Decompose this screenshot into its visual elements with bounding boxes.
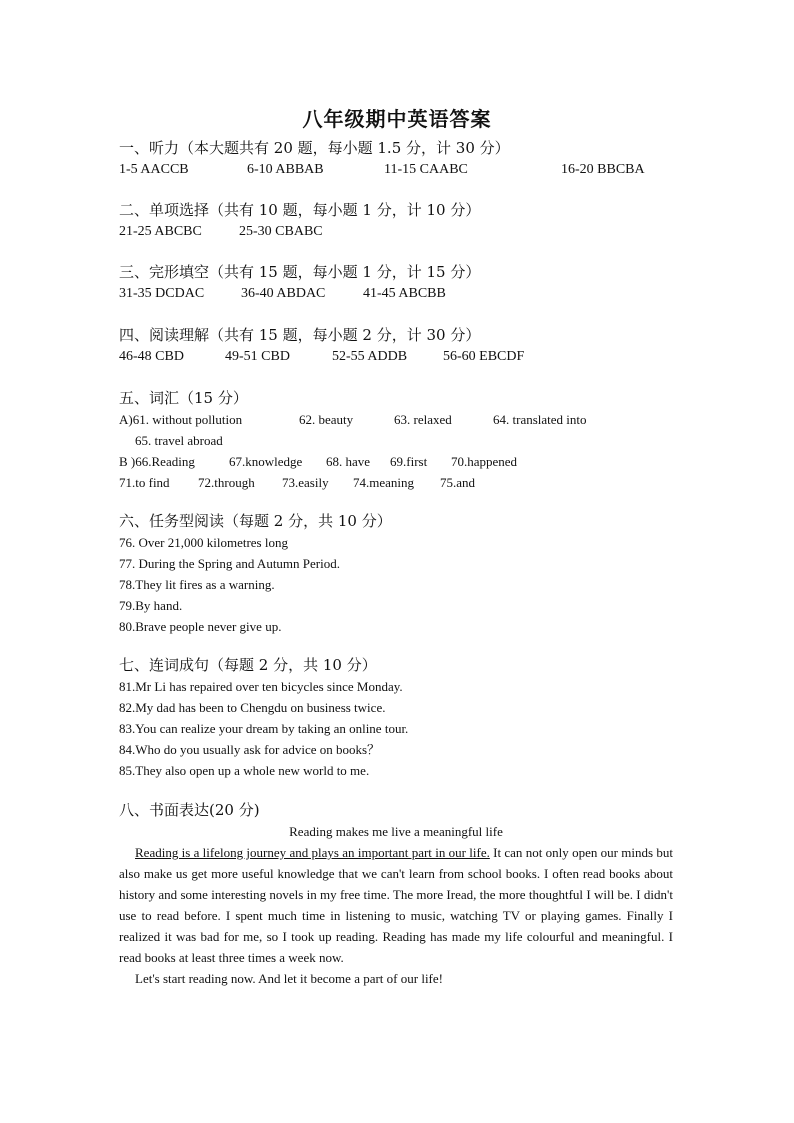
section-heading: 一、听力（本大题共有 20 题，每小题 1.5 分，计 30 分）	[119, 139, 510, 157]
essay-paragraph: Let's start reading now. And let it become a part of our life!	[135, 971, 443, 986]
section-listening	[119, 138, 679, 180]
answer-row	[119, 451, 679, 472]
answer-group: 16-20 BBCBA	[561, 162, 645, 177]
answer-item: B )66.Reading	[119, 454, 195, 469]
answer-line: 82.My dad has been to Chengdu on business twice.	[119, 700, 386, 715]
section-heading: 六、任务型阅读（每题 2 分，共 10 分）	[119, 512, 392, 530]
section-heading: 三、完形填空（共有 15 题，每小题 1 分，计 15 分）	[119, 263, 481, 281]
answer-item: 62. beauty	[299, 412, 354, 427]
page-title: 八年级期中英语答案	[302, 107, 492, 131]
answer-line: 84.Who do you usually ask for advice on books？	[119, 742, 381, 757]
answer-item: 67.knowledge	[229, 454, 303, 469]
section-heading: 五、词汇（15 分）	[119, 389, 248, 407]
section-heading: 八、书面表达(20 分)	[119, 801, 260, 819]
section-task-reading	[119, 511, 679, 637]
section-writing	[119, 800, 679, 989]
answer-row	[119, 472, 679, 493]
essay-body-text: It can not only open our minds but also make us get more useful knowledge that we can't learn from school books. I often read books about history and some interesting novels in my free time. The more Iread, the more thoughtful I will be. I didn't use to read before. I spent much time in listening to music, watching TV or playing games. Finally I realized it was bad for me, so I took up reading. Reading has made my life colourful and meaningful. I read books at least three times a week now.	[119, 845, 673, 965]
answer-item: 71.to find	[119, 475, 170, 490]
section-heading: 七、连词成句（每题 2 分，共 10 分）	[119, 656, 377, 674]
answer-item: 69.first	[390, 454, 428, 469]
answer-line: 83.You can realize your dream by taking an online tour.	[119, 721, 409, 736]
answer-line: 81.Mr Li has repaired over ten bicycles since Monday.	[119, 679, 403, 694]
answer-item: 70.happened	[451, 454, 518, 469]
answer-line: 76. Over 21,000 kilometres long	[119, 535, 288, 550]
section-vocabulary	[119, 388, 679, 493]
answer-item: 75.and	[440, 475, 476, 490]
answer-group: 31-35 DCDAC	[119, 286, 205, 301]
answer-line: 78.They lit fires as a warning.	[119, 577, 275, 592]
answer-line: 80.Brave people never give up.	[119, 619, 282, 634]
answer-group: 6-10 ABBAB	[247, 162, 324, 177]
answer-item: 68. have	[326, 454, 371, 469]
section-single-choice	[119, 200, 679, 242]
answer-group: 21-25 ABCBC	[119, 224, 202, 239]
answer-row: 65. travel abroad	[135, 433, 223, 448]
answer-line: 79.By hand.	[119, 598, 183, 613]
answer-item: 64. translated into	[493, 412, 587, 427]
answer-group: 41-45 ABCBB	[363, 286, 446, 301]
answer-item: 74.meaning	[353, 475, 415, 490]
section-heading: 四、阅读理解（共有 15 题，每小题 2 分，计 30 分）	[119, 326, 481, 344]
answer-item: 73.easily	[282, 475, 329, 490]
section-cloze	[119, 262, 679, 304]
answer-group: 25-30 CBABC	[239, 224, 323, 239]
answer-group: 11-15 CAABC	[384, 162, 468, 177]
answer-row	[119, 409, 679, 430]
section-sentence-building	[119, 655, 679, 781]
answer-row	[119, 283, 679, 304]
answer-group: 46-48 CBD	[119, 349, 184, 364]
answer-row	[119, 221, 679, 242]
section-reading	[119, 325, 679, 367]
answer-line: 77. During the Spring and Autumn Period.	[119, 556, 340, 571]
answer-item: A)61. without pollution	[119, 412, 243, 427]
answer-row	[119, 159, 679, 180]
answer-group: 52-55 ADDB	[332, 349, 408, 364]
essay-title: Reading makes me live a meaningful life	[289, 824, 503, 839]
essay-topic-sentence: Reading is a lifelong journey and plays an important part in our life.	[135, 845, 490, 860]
answer-group: 36-40 ABDAC	[241, 286, 326, 301]
section-heading: 二、单项选择（共有 10 题，每小题 1 分，计 10 分）	[119, 201, 481, 219]
answer-item: 63. relaxed	[394, 412, 452, 427]
essay-paragraph	[119, 842, 673, 968]
answer-item: 72.through	[198, 475, 255, 490]
answer-group: 56-60 EBCDF	[443, 349, 525, 364]
answer-line: 85.They also open up a whole new world to me.	[119, 763, 370, 778]
answer-group: 49-51 CBD	[225, 349, 290, 364]
answer-group: 1-5 AACCB	[119, 162, 189, 177]
answer-row	[119, 346, 679, 367]
